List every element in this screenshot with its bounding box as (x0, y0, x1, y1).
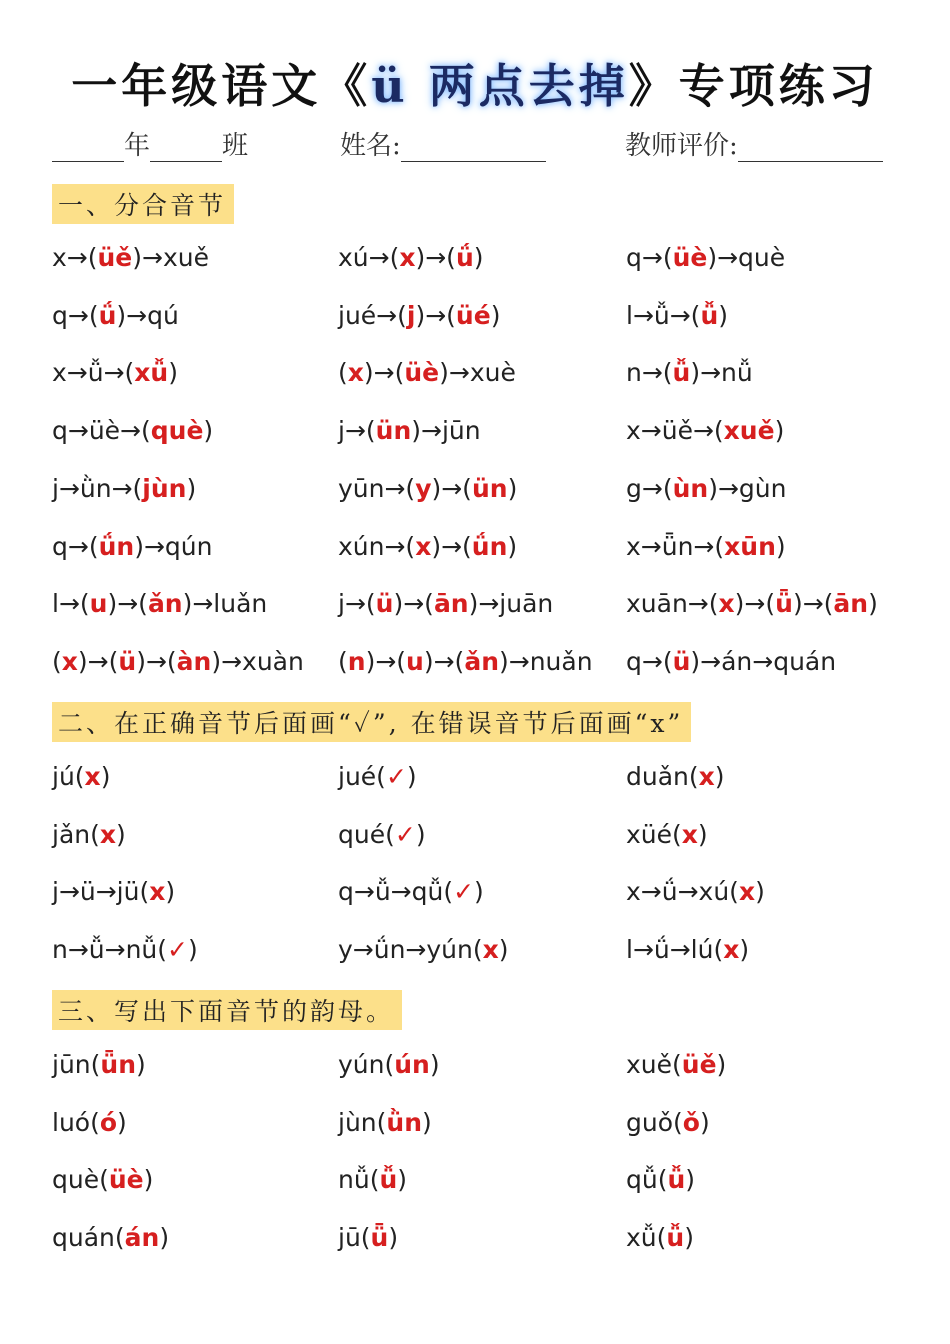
section3-item (52, 1223, 169, 1252)
title-suffix: 》专项练习 (628, 59, 879, 113)
question-text: jǎn( (52, 819, 100, 849)
section1-item (338, 358, 516, 387)
answer-text: ǚ (672, 358, 691, 388)
section1-item (626, 647, 836, 676)
section1-item (52, 416, 213, 445)
page-title (0, 50, 950, 116)
section3-item (52, 1165, 153, 1194)
answer-text: ǜn (386, 1107, 422, 1137)
question-text: quán( (52, 1223, 125, 1253)
year-label: 年 (124, 131, 151, 161)
question-text: q→( (626, 646, 673, 676)
question-text: )→gùn (708, 473, 787, 503)
question-text: ) (187, 935, 198, 965)
section3-item (338, 1108, 432, 1137)
question-text: ) (507, 473, 518, 503)
question-text: xüé( (626, 819, 682, 849)
answer-text: x (723, 935, 740, 965)
answer-text: xǚ (134, 358, 169, 388)
teacher-label: 教师评价: (625, 131, 738, 161)
section1-item (626, 589, 878, 618)
section1-item (626, 243, 785, 272)
question-text: ) (774, 416, 785, 446)
answer-text: ü (118, 646, 137, 676)
answer-text: üè (108, 1165, 144, 1195)
question-text: q→( (626, 243, 673, 272)
section1-item (52, 589, 267, 618)
question-text: ) (422, 1107, 432, 1137)
question-text: ) (203, 416, 214, 446)
question-text: ( (338, 646, 348, 676)
answer-text: ǒ (682, 1107, 700, 1137)
answer-text: ün (471, 473, 508, 503)
answer-text: ✓ (394, 819, 416, 849)
section1-item (626, 532, 786, 561)
answer-text: x (738, 877, 756, 907)
title-prefix: 一年级语文《 (71, 59, 372, 113)
section3-item (338, 1050, 440, 1079)
question-text: ) (507, 531, 518, 561)
question-text: xú→( (338, 243, 400, 272)
question-text: xǚ( (626, 1223, 667, 1253)
question-text: ) (699, 1107, 710, 1137)
question-text: )→nuǎn (499, 646, 593, 676)
question-text: jū( (338, 1223, 371, 1253)
section1-item (338, 532, 517, 561)
question-text: duǎn( (626, 762, 699, 791)
question-text: què( (52, 1165, 109, 1195)
question-text: jūn( (52, 1050, 101, 1079)
question-text: q→üè→( (52, 416, 151, 446)
question-text: ) (388, 1223, 399, 1253)
question-text: j→ǜn→( (52, 473, 143, 503)
question-text: x→ǚ→( (52, 358, 135, 388)
question-text: )→( (107, 589, 148, 619)
question-text: x→üě→( (626, 416, 724, 446)
name-blank[interactable] (401, 133, 546, 162)
question-text: )→( (363, 358, 405, 388)
answer-text: ǖn (100, 1050, 136, 1079)
title-highlight: ü 两点去掉 (371, 59, 629, 113)
section2-item (626, 877, 765, 906)
question-text: jué( (338, 762, 386, 791)
question-text: ( (52, 646, 62, 676)
answer-text: n (347, 646, 366, 676)
section1-item (626, 416, 784, 445)
question-text: nǚ( (338, 1165, 380, 1195)
section2-item (52, 877, 175, 906)
answer-text: xūn (724, 531, 776, 561)
question-text: ) (406, 762, 417, 791)
question-text: ) (415, 819, 426, 849)
question-text: ) (168, 358, 178, 388)
section3-item (52, 1050, 146, 1079)
question-text: ) (716, 1050, 727, 1079)
question-text: x→ǘ→xú( (626, 877, 739, 907)
section-3-heading: 三、写出下面音节的韵母。 (52, 990, 402, 1030)
year-class-line (52, 125, 248, 162)
question-text: )→luǎn (182, 589, 268, 619)
question-text: )→án→quán (690, 646, 837, 676)
section1-item (52, 532, 212, 561)
answer-text: què (150, 416, 204, 446)
answer-text: u (406, 646, 424, 676)
question-text: xún→( (338, 531, 416, 561)
answer-text: x (99, 819, 117, 849)
section2-item (626, 935, 749, 964)
answer-text: ǚ (379, 1165, 398, 1195)
question-text: )→( (365, 646, 407, 676)
section2-item (338, 762, 417, 791)
answer-text: üé (455, 300, 491, 330)
question-text: g→( (626, 473, 673, 503)
answer-text: ǘn (98, 531, 135, 561)
question-text: )→xuàn (211, 646, 304, 676)
question-text: yún( (338, 1050, 395, 1079)
question-text: ) (685, 1165, 696, 1195)
section1-item (338, 243, 484, 272)
answer-text: án (124, 1223, 160, 1253)
question-text: )→qún (134, 531, 213, 561)
answer-text: x (415, 531, 432, 561)
question-text: )→jūn (411, 416, 481, 446)
year-blank[interactable] (52, 133, 124, 162)
answer-text: ǎn (464, 646, 499, 676)
question-text: q→( (52, 300, 99, 330)
answer-text: x (399, 243, 416, 272)
question-text: )→( (393, 589, 434, 619)
class-blank[interactable] (150, 133, 222, 162)
answer-text: x (149, 877, 166, 907)
name-line (340, 125, 546, 162)
answer-text: àn (176, 646, 212, 676)
question-text: l→ǚ→( (626, 300, 701, 330)
question-text: ) (186, 473, 197, 503)
section1-item (338, 474, 517, 503)
question-text: ) (473, 243, 484, 272)
question-text: l→ǘ→lú( (626, 935, 724, 965)
section1-item (626, 301, 728, 330)
answer-text: üè (404, 358, 440, 388)
answer-text: x (698, 762, 715, 791)
question-text: guǒ( (626, 1107, 683, 1137)
question-text: )→( (431, 531, 472, 561)
section3-item (626, 1050, 726, 1079)
question-text: ) (143, 1165, 154, 1195)
question-text: ) (117, 1107, 127, 1137)
question-text: )→( (77, 646, 119, 676)
answer-text: x (681, 819, 698, 849)
answer-text: ✓ (385, 762, 407, 791)
answer-text: ǘ (98, 300, 117, 330)
question-text: l→( (52, 589, 90, 619)
answer-text: ü (672, 646, 691, 676)
question-text: jú( (52, 762, 85, 791)
section1-item (52, 358, 178, 387)
question-text: xuān→( (626, 589, 719, 619)
question-text: n→ǚ→nǚ( (52, 935, 168, 965)
answer-text: ǖ (775, 589, 793, 619)
section2-item (52, 935, 198, 964)
question-text: )→( (136, 646, 177, 676)
teacher-blank[interactable] (738, 133, 883, 162)
question-text: ) (684, 1223, 694, 1253)
section1-item (626, 358, 753, 387)
answer-text: üě (97, 243, 133, 272)
answer-text: x (84, 762, 101, 791)
question-text: y→ǘn→yún( (338, 935, 483, 965)
section1-item (52, 243, 209, 272)
question-text: ) (136, 1050, 146, 1079)
question-text: ) (474, 877, 484, 907)
answer-text: u (89, 589, 108, 619)
question-text: )→què (707, 243, 786, 272)
section1-item (626, 474, 786, 503)
question-text: )→qú (116, 300, 179, 330)
question-text: ) (775, 531, 786, 561)
question-text: j→( (338, 589, 376, 619)
answer-text: jùn (142, 473, 187, 503)
question-text: )→( (415, 243, 456, 272)
section3-item (626, 1108, 710, 1137)
section1-item (338, 301, 500, 330)
question-text: xuě( (626, 1050, 682, 1079)
section2-item (626, 762, 725, 791)
question-text: qǚ( (626, 1165, 668, 1195)
answer-text: ún (394, 1050, 430, 1079)
question-text: ) (498, 935, 509, 965)
question-text: luó( (52, 1107, 100, 1137)
answer-text: üě (681, 1050, 717, 1079)
question-text: ) (739, 935, 750, 965)
answer-text: x (718, 589, 735, 619)
answer-text: ǚ (666, 1223, 685, 1253)
question-text: )→( (431, 473, 472, 503)
answer-text: ān (833, 589, 869, 619)
question-text: ) (159, 1223, 170, 1253)
answer-text: y (415, 473, 432, 503)
question-text: )→nǚ (690, 358, 753, 388)
question-text: qué( (338, 819, 395, 849)
answer-text: x (347, 358, 364, 388)
section1-item (338, 416, 481, 445)
question-text: )→( (734, 589, 776, 619)
section1-item (338, 647, 593, 676)
section1-item (338, 589, 553, 618)
teacher-line (625, 125, 883, 162)
question-text: )→xuè (439, 358, 516, 388)
question-text: )→juān (468, 589, 554, 619)
question-text: ) (490, 300, 501, 330)
answer-text: x (482, 935, 499, 965)
question-text: ) (397, 1165, 408, 1195)
section-2-heading: 二、在正确音节后面画“✓”, 在错误音节后面画“x” (52, 702, 691, 742)
answer-text: xuě (723, 416, 775, 446)
section3-item (338, 1165, 407, 1194)
answer-text: j (406, 300, 416, 330)
question-text: q→ǚ→qǚ( (338, 877, 454, 907)
section1-item (52, 647, 304, 676)
section2-item (338, 935, 509, 964)
question-text: x→( (52, 243, 98, 272)
answer-text: ü (375, 589, 394, 619)
question-text: )→( (792, 589, 834, 619)
question-text: yūn→( (338, 473, 416, 503)
question-text: j→( (338, 416, 376, 446)
question-text: jué→( (338, 300, 407, 330)
question-text: ) (755, 877, 765, 907)
question-text: q→( (52, 531, 99, 561)
answer-text: ǘn (471, 531, 508, 561)
section2-item (626, 820, 708, 849)
question-text: ) (116, 819, 126, 849)
section1-item (52, 301, 179, 330)
class-label: 班 (222, 131, 249, 161)
question-text: n→( (626, 358, 673, 388)
answer-text: ǖ (370, 1223, 389, 1253)
question-text: x→ǖn→( (626, 531, 725, 561)
section3-item (626, 1223, 694, 1252)
question-text: )→( (415, 300, 456, 330)
answer-text: ün (375, 416, 412, 446)
question-text: )→xuě (132, 243, 209, 272)
question-text: ) (165, 877, 176, 907)
section-1-heading: 一、分合音节 (52, 184, 234, 224)
question-text: ) (718, 300, 729, 330)
question-text: jùn( (338, 1107, 387, 1137)
question-text: ) (868, 589, 878, 619)
answer-text: ān (433, 589, 469, 619)
question-text: ( (338, 358, 348, 388)
name-label: 姓名: (340, 131, 401, 161)
answer-text: ǎn (147, 589, 183, 619)
section3-item (626, 1165, 695, 1194)
answer-text: ✓ (453, 877, 475, 907)
answer-text: x (61, 646, 78, 676)
question-text: j→ü→jü( (52, 877, 150, 907)
answer-text: ✓ (167, 935, 188, 965)
question-text: )→( (423, 646, 465, 676)
question-text: ) (697, 819, 708, 849)
question-text: ) (714, 762, 725, 791)
answer-text: ǘ (455, 243, 474, 272)
question-text: ) (429, 1050, 440, 1079)
section1-item (52, 474, 196, 503)
section2-item (338, 820, 426, 849)
answer-text: üè (672, 243, 708, 272)
section2-item (52, 762, 110, 791)
section2-item (338, 877, 484, 906)
section3-item (338, 1223, 398, 1252)
answer-text: ùn (672, 473, 709, 503)
section2-item (52, 820, 126, 849)
answer-text: ó (99, 1107, 118, 1137)
question-text: ) (100, 762, 111, 791)
section3-item (52, 1108, 127, 1137)
answer-text: ǚ (667, 1165, 686, 1195)
answer-text: ǚ (700, 300, 719, 330)
